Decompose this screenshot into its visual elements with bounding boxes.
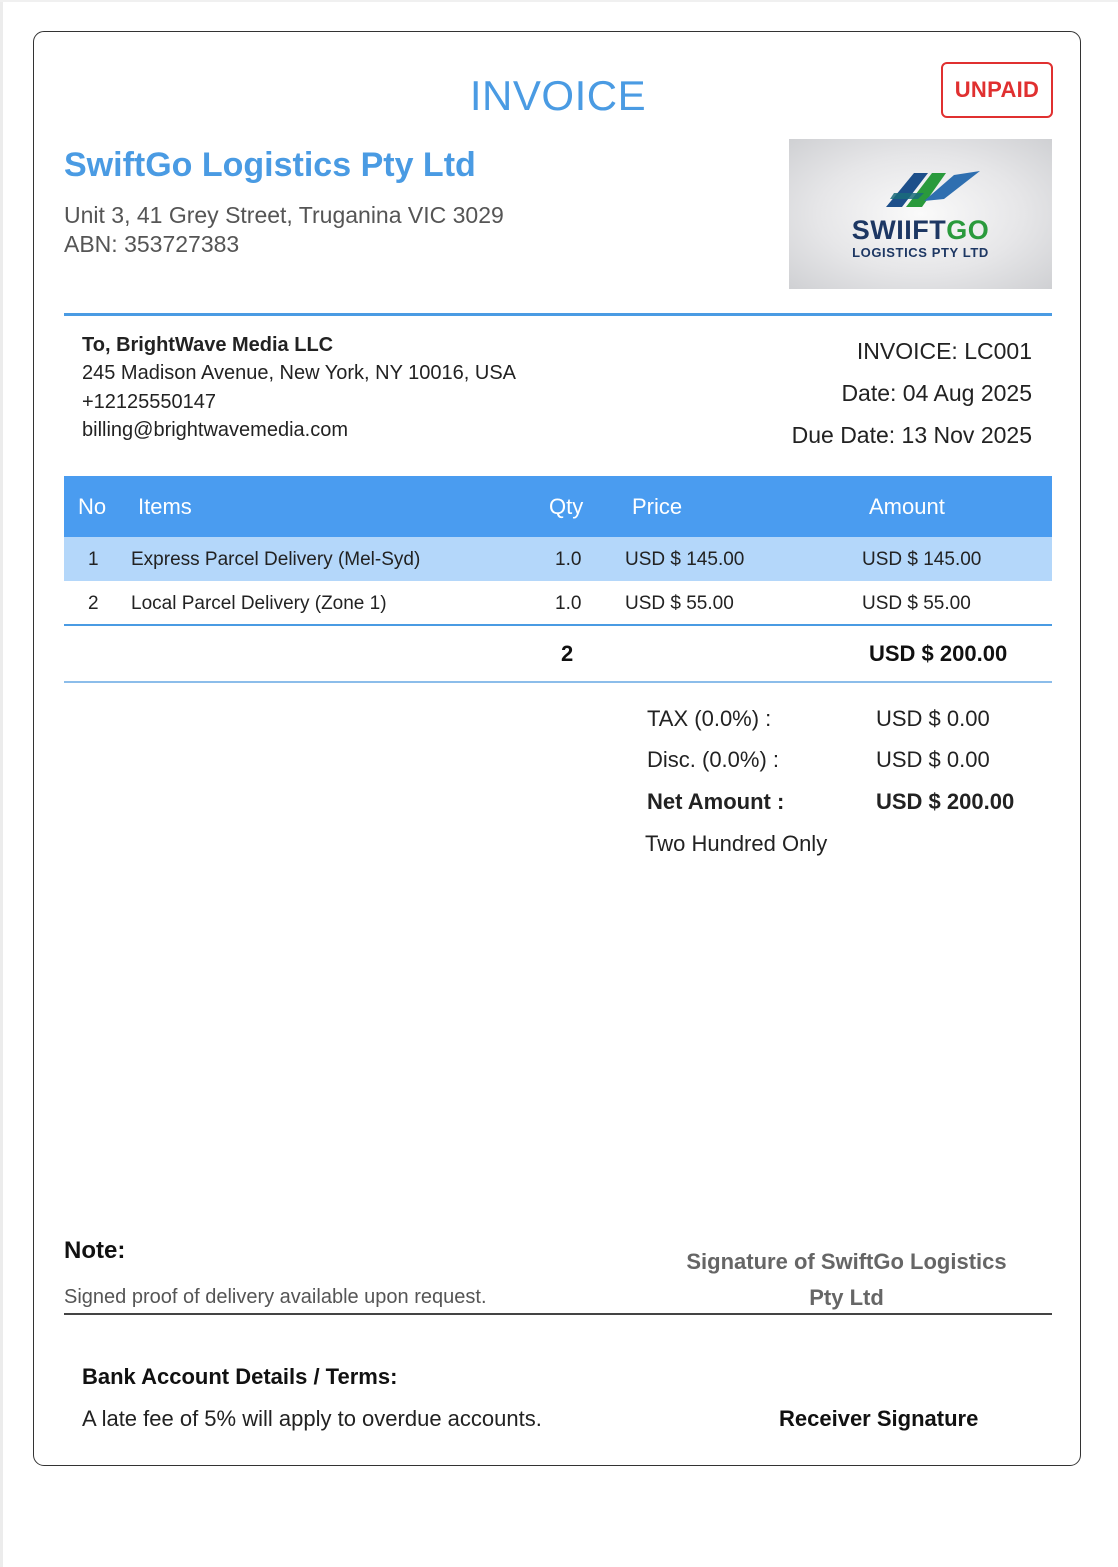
footer-divider bbox=[64, 1313, 1052, 1315]
row-amount: USD $ 55.00 bbox=[862, 593, 971, 614]
status-badge: UNPAID bbox=[941, 62, 1053, 118]
row-price: USD $ 55.00 bbox=[625, 593, 734, 614]
tax-value: USD $ 0.00 bbox=[876, 706, 990, 731]
note-text: Signed proof of delivery available upon request. bbox=[64, 1286, 487, 1308]
company-name: SwiftGo Logistics Pty Ltd bbox=[64, 146, 476, 184]
header-qty: Qty bbox=[549, 494, 584, 519]
tax-label: TAX (0.0%) : bbox=[647, 706, 772, 731]
header-price: Price bbox=[632, 494, 683, 519]
totals-divider bbox=[64, 681, 1052, 683]
bank-details-title: Bank Account Details / Terms: bbox=[82, 1364, 398, 1389]
discount-value: USD $ 0.00 bbox=[876, 747, 990, 772]
note-title: Note: bbox=[64, 1237, 126, 1264]
header-divider bbox=[64, 313, 1052, 316]
amount-in-words: Two Hundred Only bbox=[645, 831, 828, 856]
row-no: 2 bbox=[88, 593, 99, 614]
company-signature-line2: Pty Ltd bbox=[809, 1285, 884, 1310]
receiver-signature-label: Receiver Signature bbox=[779, 1406, 979, 1431]
bill-to-phone: +12125550147 bbox=[82, 391, 217, 413]
row-qty: 1.0 bbox=[555, 549, 582, 570]
row-no: 1 bbox=[88, 549, 99, 570]
net-amount-value: USD $ 200.00 bbox=[876, 789, 1015, 814]
invoice-date: Date: 04 Aug 2025 bbox=[841, 380, 1032, 406]
invoice-due-date: Due Date: 13 Nov 2025 bbox=[791, 422, 1032, 448]
total-amount: USD $ 200.00 bbox=[869, 641, 1008, 666]
table-divider bbox=[64, 624, 1052, 626]
page-edge bbox=[0, 0, 3, 1567]
discount-label: Disc. (0.0%) : bbox=[647, 747, 780, 772]
header-amount: Amount bbox=[869, 494, 945, 519]
row-item: Local Parcel Delivery (Zone 1) bbox=[131, 593, 387, 614]
bank-details-text: A late fee of 5% will apply to overdue accounts. bbox=[82, 1406, 542, 1431]
row-item: Express Parcel Delivery (Mel-Syd) bbox=[131, 549, 421, 570]
row-price: USD $ 145.00 bbox=[625, 549, 745, 570]
invoice-number: INVOICE: LC001 bbox=[856, 338, 1032, 364]
company-logo bbox=[789, 139, 1052, 289]
company-abn: ABN: 353727383 bbox=[64, 231, 240, 257]
company-signature-line1: Signature of SwiftGo Logistics bbox=[686, 1249, 1007, 1274]
company-address: Unit 3, 41 Grey Street, Truganina VIC 3029 bbox=[64, 202, 504, 228]
table-row bbox=[64, 581, 1052, 625]
company-signature-label bbox=[654, 1244, 1039, 1316]
page-edge-top bbox=[0, 0, 1118, 2]
header-items: Items bbox=[138, 494, 192, 519]
total-qty: 2 bbox=[561, 641, 574, 666]
logo-wordmark: SWIIFTGO bbox=[851, 215, 990, 245]
bill-to-address: 245 Madison Avenue, New York, NY 10016, USA bbox=[82, 362, 516, 384]
document-title: INVOICE bbox=[469, 72, 647, 119]
invoice-document bbox=[33, 31, 1081, 1466]
items-table-header bbox=[64, 476, 1052, 537]
row-qty: 1.0 bbox=[555, 593, 582, 614]
header-no: No bbox=[78, 494, 107, 519]
logo-swoosh-icon bbox=[884, 169, 984, 209]
net-amount-label: Net Amount : bbox=[647, 789, 785, 814]
table-row bbox=[64, 537, 1052, 581]
bill-to-name: To, BrightWave Media LLC bbox=[82, 334, 334, 356]
logo-subtext: LOGISTICS PTY LTD bbox=[852, 245, 989, 260]
row-amount: USD $ 145.00 bbox=[862, 549, 982, 570]
bill-to-email: billing@brightwavemedia.com bbox=[82, 419, 348, 441]
